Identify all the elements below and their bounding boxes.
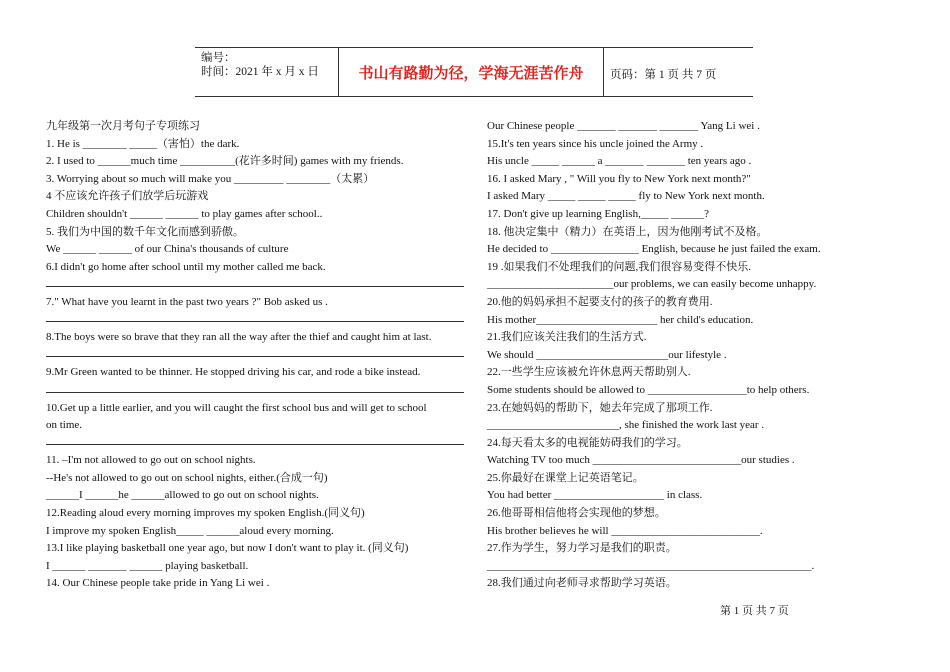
exercise-line: 22.一些学生应该被允许休息两天帮助别人. <box>487 366 691 379</box>
exercise-line: 26.他哥哥相信他将会实现他的梦想。 <box>487 507 666 520</box>
answer-line <box>46 312 464 330</box>
exercise-line: 2. I used to ______much time __________(花许多时间) games with my friends. <box>46 155 404 168</box>
exercise-line: 3. Worrying about so much will make you _________ ________（太累） <box>46 172 375 185</box>
exercise-line: 16. I asked Mary , " Will you fly to New York next month?" <box>487 172 751 185</box>
header-motto: 书山有路勤为径，学海无涯苦作舟 <box>358 64 584 82</box>
time-label: 时间：2021 年 x 月 x 日 <box>201 66 319 78</box>
exercise-line: 15.It's ten years since his uncle joined the Army . <box>487 137 704 150</box>
exercise-line: His brother believes he will ___________________________. <box>487 524 763 537</box>
header-meta <box>201 51 319 79</box>
exercise-line: 5. 我们为中国的数千年文化而感到骄傲。 <box>46 225 244 238</box>
exercise-line: 7." What have you learnt in the past two years ?" Bob asked us . <box>46 295 328 308</box>
exercise-line: 九年级第一次月考句子专项练习 <box>46 120 200 132</box>
exercise-line: 17. Don't give up learning English,_____ ______? <box>487 207 709 220</box>
page-label: 页码：第 1 页 共 7 页 <box>610 69 717 81</box>
exercise-line: His uncle _____ ______ a _______ _______ ten years ago . <box>487 155 752 168</box>
answer-line <box>46 435 464 453</box>
left-column <box>46 118 464 593</box>
exercise-line: Children shouldn't ______ ______ to play games after school.. <box>46 207 323 220</box>
exercise-line: 14. Our Chinese people take pride in Yang Li wei . <box>46 577 270 590</box>
exercise-line: 6.I didn't go home after school until my mother called me back. <box>46 260 326 273</box>
exercise-line: I asked Mary _____ _____ _____ fly to New York next month. <box>487 190 765 203</box>
exercise-line: ________________________, she finished the work last year . <box>487 419 765 432</box>
exercise-line: _______________________our problems, we can easily become unhappy. <box>487 278 817 291</box>
exercise-line: We should ________________________our lifestyle . <box>487 348 727 361</box>
exercise-line: I improve my spoken English_____ ______aloud every morning. <box>46 524 334 537</box>
exercise-line: 12.Reading aloud every morning improves my spoken English.(同义句) <box>46 507 365 520</box>
answer-line <box>46 347 464 365</box>
exercise-line: 11. –I'm not allowed to go out on school nights. <box>46 454 256 467</box>
exercise-line: --He's not allowed to go out on school nights, either.(合成一句) <box>46 471 328 484</box>
exercise-line: Our Chinese people _______ _______ _______ Yang Li wei . <box>487 120 760 132</box>
exercise-line: 10.Get up a little earlier, and you will caught the first school bus and will get to school <box>46 401 427 414</box>
document-header <box>195 47 753 97</box>
exercise-line: 1. He is ________ _____（害怕）the dark. <box>46 137 240 150</box>
exercise-line: Watching TV too much ___________________________our studies . <box>487 454 795 467</box>
exercise-line: 23.在她妈妈的帮助下，她去年完成了那项工作. <box>487 401 713 414</box>
exercise-line: 4 不应该允许孩子们放学后玩游戏 <box>46 190 209 203</box>
exercise-line: 9.Mr Green wanted to be thinner. He stopped driving his car, and rode a bike instead. <box>46 366 421 379</box>
exercise-line: 21.我们应该关注我们的生活方式. <box>487 331 647 344</box>
exercise-line: 13.I like playing basketball one year ago, but now I don't want to play it. (同义句) <box>46 542 409 555</box>
exercise-line: on time. <box>46 419 83 432</box>
exercise-line: I ______ _______ ______ playing basketball. <box>46 559 249 572</box>
exercise-line: ______I ______he ______allowed to go out on school nights. <box>46 489 319 502</box>
exercise-line: 27.作为学生，努力学习是我们的职责。 <box>487 542 677 555</box>
exercise-line: We ______ ______ of our China's thousands of culture <box>46 243 289 256</box>
exercise-line: 18. 他决定集中（精力）在英语上，因为他刚考试不及格。 <box>487 225 768 238</box>
exercise-line: 25.你最好在课堂上记英语笔记。 <box>487 471 644 484</box>
exercise-line: 20.他的妈妈承担不起要支付的孩子的教育费用. <box>487 295 713 308</box>
answer-line <box>46 276 464 294</box>
answer-line <box>46 382 464 400</box>
exercise-line: He decided to ________________ English, because he just failed the exam. <box>487 243 821 256</box>
exercise-line: His mother______________________ her child's education. <box>487 313 754 326</box>
exercise-line: ___________________________________________________________. <box>487 559 815 572</box>
exercise-line: 24.每天看太多的电视能妨碍我们的学习。 <box>487 436 688 449</box>
header-divider <box>603 48 604 96</box>
number-label: 编号： <box>201 52 236 64</box>
exercise-line: Some students should be allowed to __________________to help others. <box>487 383 810 396</box>
exercise-line: 8.The boys were so brave that they ran all the way after the thief and caught him at last. <box>46 331 432 344</box>
exercise-line: 28.我们通过向老师寻求帮助学习英语。 <box>487 577 677 590</box>
right-column <box>487 118 837 593</box>
exercise-line: You had better ____________________ in class. <box>487 489 703 502</box>
exercise-line: 19 .如果我们不处理我们的问题,我们很容易变得不快乐. <box>487 260 751 273</box>
page-footer: 第 1 页 共 7 页 <box>720 605 789 617</box>
